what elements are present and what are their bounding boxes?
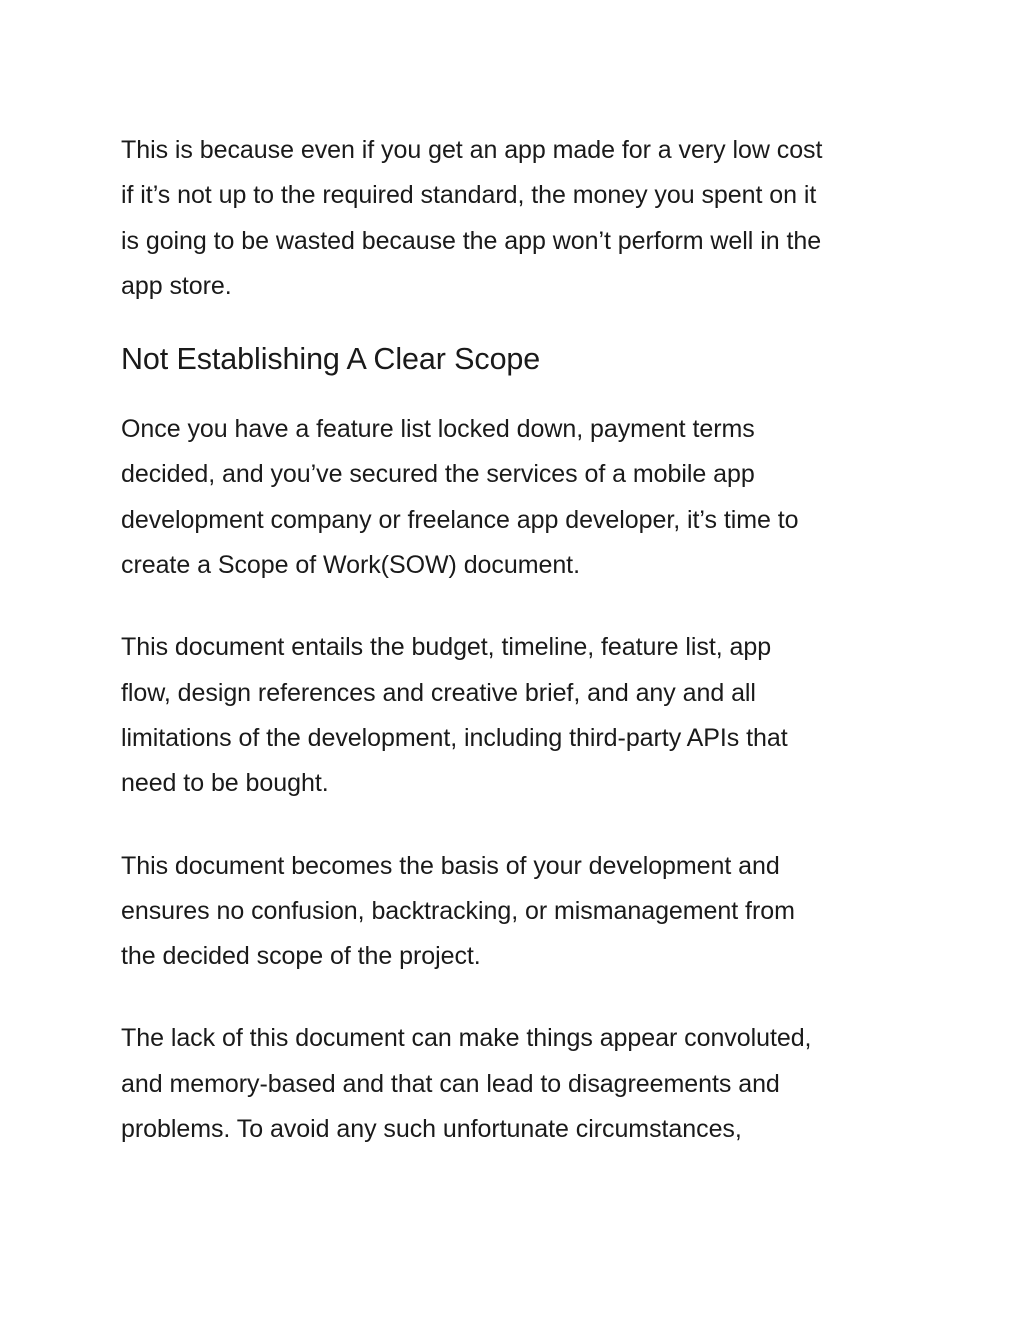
- text-line: limitations of the development, including third-party APIs that: [121, 723, 788, 752]
- text-line: is going to be wasted because the app won’t perform well in the: [121, 226, 822, 255]
- text-line: app store.: [121, 271, 232, 300]
- text-line: create a Scope of Work(SOW) document.: [121, 551, 580, 580]
- text-line: need to be bought.: [121, 769, 329, 798]
- text-line: if it’s not up to the required standard, the money you spent on it: [121, 181, 817, 210]
- paragraph-sow-intro: [121, 407, 921, 588]
- text-line: problems. To avoid any such unfortunate circumstances,: [121, 1115, 742, 1144]
- section-heading: Not Establishing A Clear Scope: [121, 342, 541, 377]
- text-line: development company or freelance app developer, it’s time to: [121, 505, 799, 534]
- document-body: [121, 128, 921, 1189]
- intro-paragraph: [121, 128, 921, 309]
- text-line: This document becomes the basis of your development and: [121, 851, 780, 880]
- paragraph-sow-basis: [121, 844, 921, 980]
- text-line: the decided scope of the project.: [121, 942, 481, 971]
- paragraph-sow-contents: [121, 625, 921, 806]
- text-line: This is because even if you get an app made for a very low cost: [121, 136, 823, 164]
- text-line: ensures no confusion, backtracking, or mismanagement from: [121, 896, 795, 925]
- text-line: This document entails the budget, timeline, feature list, app: [121, 633, 772, 662]
- text-line: and memory-based and that can lead to disagreements and: [121, 1069, 780, 1098]
- text-line: The lack of this document can make things appear convoluted,: [121, 1024, 812, 1053]
- text-line: decided, and you’ve secured the services of a mobile app: [121, 460, 755, 489]
- paragraph-sow-lack: [121, 1016, 921, 1152]
- text-line: flow, design references and creative brief, and any and all: [121, 678, 756, 707]
- text-line: Once you have a feature list locked down, payment terms: [121, 415, 755, 444]
